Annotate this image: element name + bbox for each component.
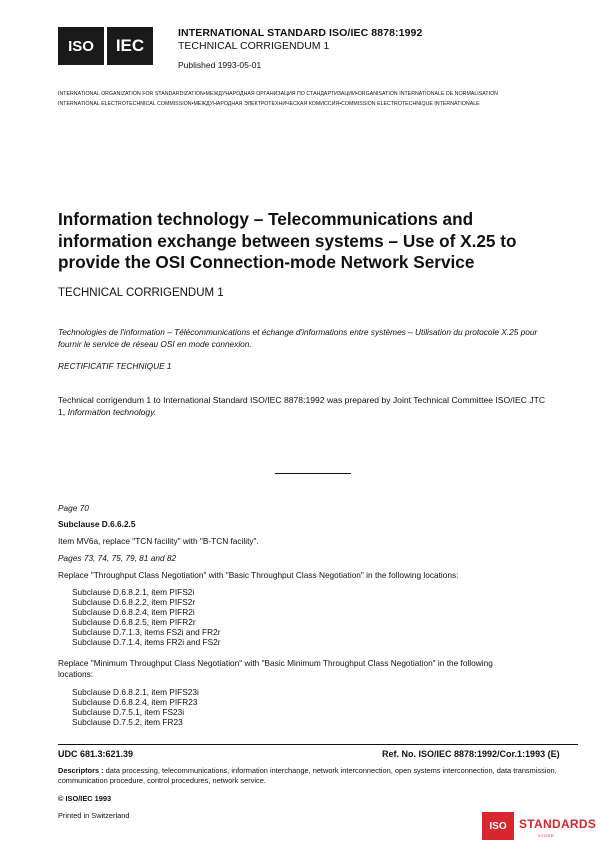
list-item: Subclause D.7.5.2, item FR23: [72, 717, 183, 727]
list-item: Subclause D.7.5.1, item FS23i: [72, 707, 185, 717]
list-item: Subclause D.6.8.2.1, item PIFS23i: [72, 687, 199, 697]
list-item: Subclause D.6.8.2.1, item PIFS2i: [72, 587, 195, 597]
descriptors-label: Descriptors :: [58, 766, 104, 775]
iec-logo-text: IEC: [115, 36, 145, 55]
replace-throughput: Replace "Throughput Class Negotiation" with "Basic Throughput Class Negotiation" in the following locations:: [58, 570, 459, 580]
preparation-statement: [58, 394, 548, 418]
document-title: Information technology – Telecommunications and information exchange between systems – Use of X.25 to provide the OSI Connection-mode Network Service: [58, 209, 517, 272]
store-iso-badge: ISO: [482, 812, 514, 840]
french-rectificatif: RECTIFICATIF TECHNIQUE 1: [58, 361, 172, 371]
corrigendum-title: TECHNICAL CORRIGENDUM 1: [178, 40, 330, 52]
iso-logo: [58, 27, 104, 65]
french-title: Technologies de l'information – Télécommunications et échange d'informations entre systèmes – Utilisation du protocole X.25 pour fournir le service de réseau OSI en mode connexion.: [58, 327, 538, 349]
section-divider: [275, 473, 351, 474]
list-item: Subclause D.7.1.4, items FR2i and FS2r: [72, 637, 221, 647]
list-item: Subclause D.7.1.3, items FS2i and FR2r: [72, 627, 221, 637]
iec-logo: [107, 27, 153, 65]
list-item: Subclause D.6.8.2.4, item PIFR2i: [72, 607, 195, 617]
preparation-text: Technical corrigendum 1 to International Standard ISO/IEC 8878:1992 was prepared by Joint Technical Committee ISO/IEC JTC 1,: [58, 395, 546, 417]
iso-standards-store-logo: [482, 812, 597, 840]
committee-name: Information technology.: [67, 407, 157, 417]
copyright: © ISO/IEC 1993: [58, 794, 112, 803]
standard-title: INTERNATIONAL STANDARD ISO/IEC 8878:1992: [178, 27, 423, 39]
document-subtitle: TECHNICAL CORRIGENDUM 1: [58, 287, 224, 299]
iso-logo-text: ISO: [68, 37, 94, 55]
list-item: Subclause D.6.8.2.2, item PIFS2r: [72, 597, 196, 607]
store-sub-label: STORE: [538, 833, 555, 838]
descriptors: [58, 766, 583, 786]
published-date: Published 1993-05-01: [178, 60, 262, 70]
list-item: Subclause D.6.8.2.5, item PIFR2r: [72, 617, 196, 627]
printed-in: Printed in Switzerland: [58, 811, 130, 820]
org-line-iso: INTERNATIONAL ORGANIZATION FOR STANDARDIZATION•МЕЖДУНАРОДНАЯ ОРГАНИЗАЦИЯ ПО СТАНДАРТИЗАЦИИ•ORGANISATION INTERNATIONALE DE NORMALISATION: [58, 91, 498, 97]
list-item: Subclause D.6.8.2.4, item PIFR23: [72, 697, 198, 707]
item-mv6a: Item MV6a, replace "TCN facility" with "B-TCN facility".: [58, 536, 259, 546]
store-standards-label: STANDARDS: [519, 817, 597, 831]
reference-number: Ref. No. ISO/IEC 8878:1992/Cor.1:1993 (E): [382, 749, 560, 759]
descriptors-text: data processing, telecommunications, information interchange, network interconnection, open systems interconnection, data transmission, communication procedure, control procedures, network service.: [58, 766, 557, 785]
footer-divider: [58, 744, 578, 745]
replace-minimum-throughput-cont: locations:: [58, 669, 94, 679]
pages-reference: Pages 73, 74, 75, 79, 81 and 82: [58, 553, 177, 563]
org-line-iec: INTERNATIONAL ELECTROTECHNICAL COMMISSION•МЕЖДУНАРОДНАЯ ЭЛЕКТРОТЕХНИЧЕСКАЯ КОМИССИЯ•COMMISSION ELECTROTECHNIQUE INTERNATIONALE: [58, 101, 480, 107]
subclause-heading: Subclause D.6.6.2.5: [58, 519, 136, 529]
udc-number: UDC 681.3:621.39: [58, 749, 134, 759]
replace-minimum-throughput: Replace "Minimum Throughput Class Negotiation" with "Basic Minimum Throughput Class Negotiation" in the following: [58, 658, 493, 668]
page-reference: Page 70: [58, 503, 89, 513]
